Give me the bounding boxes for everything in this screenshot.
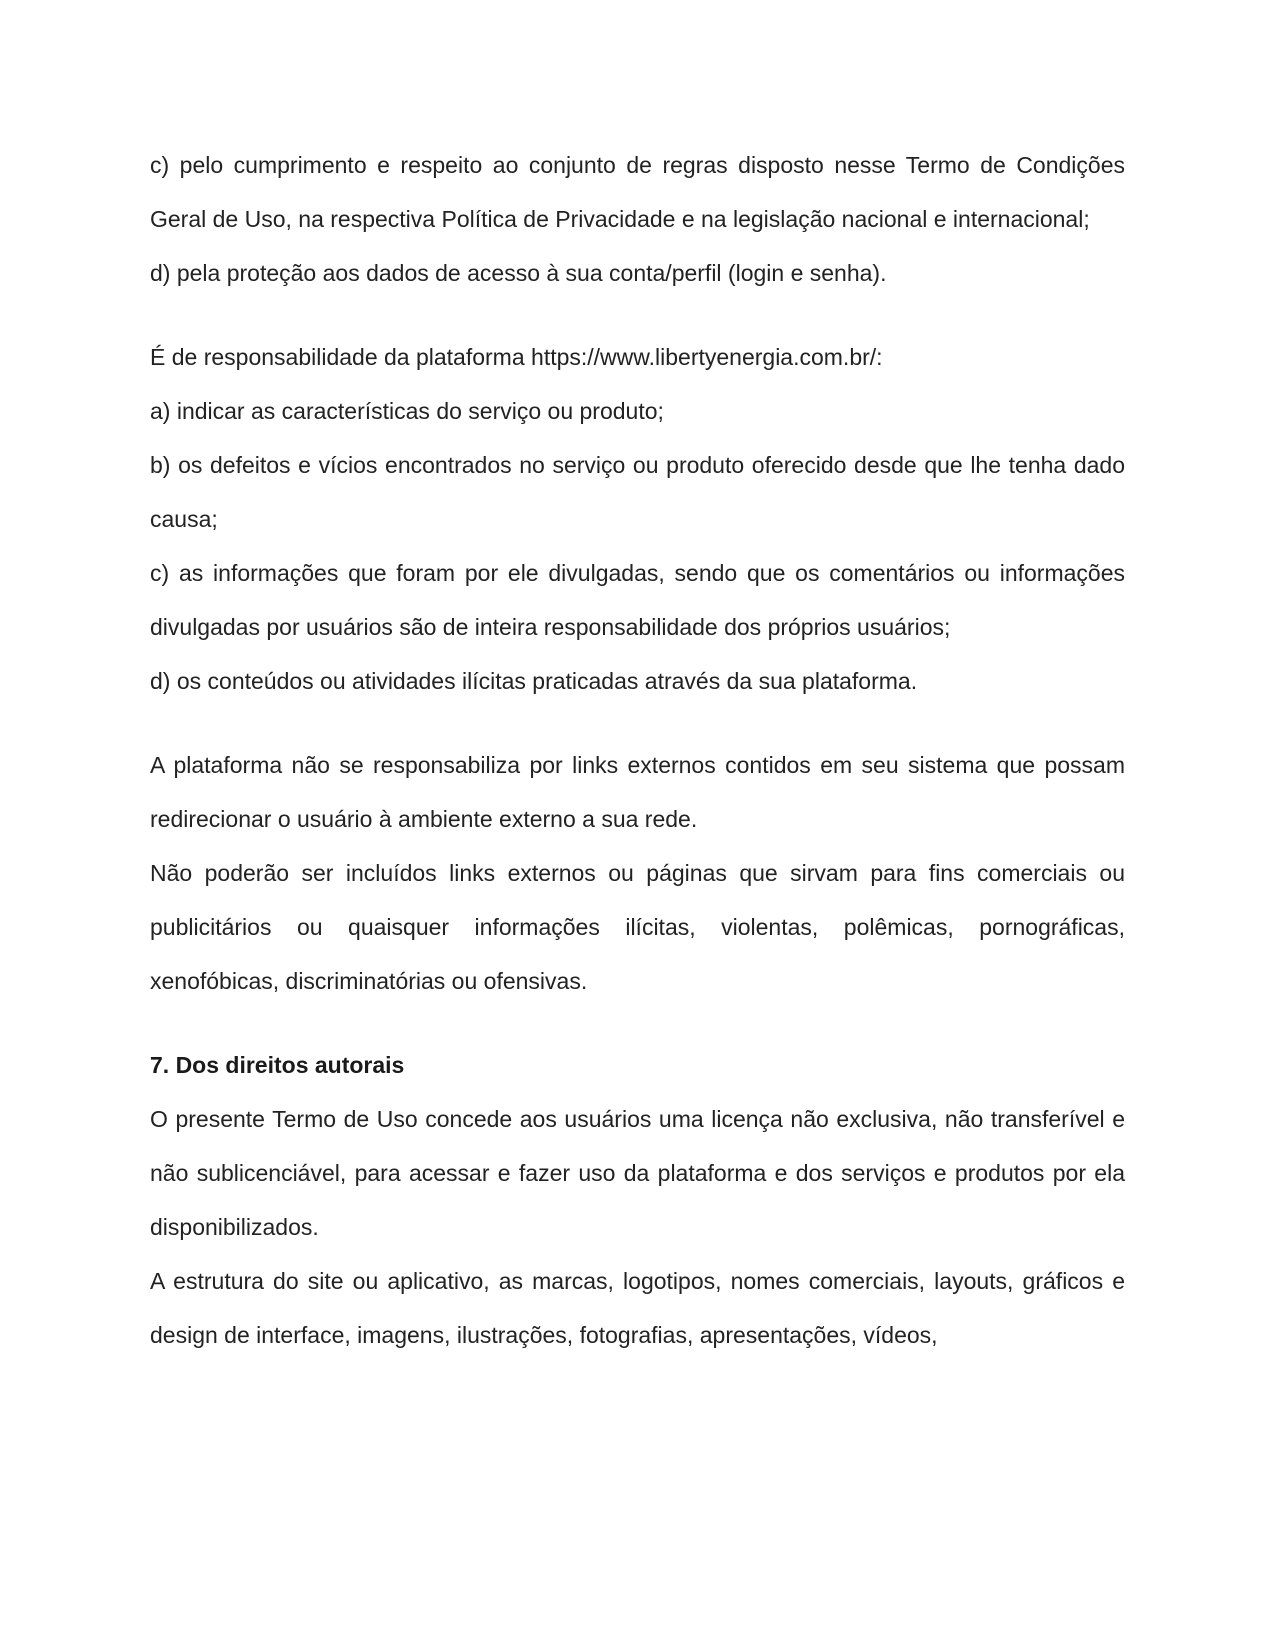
paragraph-site-structure: A estrutura do site ou aplicativo, as marcas, logotipos, nomes comerciais, layouts, gráficos e design de interface, imagens, ilustrações, fotografias, apresentações, vídeos, bbox=[150, 1268, 1125, 1348]
paragraph-platform-responsibility-intro: É de responsabilidade da plataforma https://www.libertyenergia.com.br/: bbox=[150, 344, 883, 370]
paragraph-user-duty-d: d) pela proteção aos dados de acesso à sua conta/perfil (login e senha). bbox=[150, 260, 887, 286]
paragraph-platform-duty-d: d) os conteúdos ou atividades ilícitas praticadas através da sua plataforma. bbox=[150, 668, 918, 694]
paragraph-platform-duty-c: c) as informações que foram por ele divulgadas, sendo que os comentários ou informações divulgadas por usuários são de inteira responsabilidade dos próprios usuários; bbox=[150, 560, 1125, 640]
paragraph-prohibited-links: Não poderão ser incluídos links externos ou páginas que sirvam para fins comerciais ou publicitários ou quaisquer informações ilícitas, violentas, polêmicas, pornográficas, xenofóbicas, discriminatórias ou ofensivas. bbox=[150, 860, 1125, 994]
paragraph-platform-duty-b: b) os defeitos e vícios encontrados no serviço ou produto oferecido desde que lhe tenha dado causa; bbox=[150, 452, 1125, 532]
document-page bbox=[150, 138, 1125, 1362]
paragraph-user-duty-c: c) pelo cumprimento e respeito ao conjunto de regras disposto nesse Termo de Condições Geral de Uso, na respectiva Política de Privacidade e na legislação nacional e internacional; bbox=[150, 152, 1125, 232]
paragraph-license: O presente Termo de Uso concede aos usuários uma licença não exclusiva, não transferível e não sublicenciável, para acessar e fazer uso da plataforma e dos serviços e produtos por ela disponibilizados. bbox=[150, 1106, 1125, 1240]
section-heading-copyright: 7. Dos direitos autorais bbox=[150, 1052, 405, 1078]
paragraph-platform-duty-a: a) indicar as características do serviço ou produto; bbox=[150, 398, 664, 424]
paragraph-external-links: A plataforma não se responsabiliza por links externos contidos em seu sistema que possam redirecionar o usuário à ambiente externo a sua rede. bbox=[150, 752, 1125, 832]
